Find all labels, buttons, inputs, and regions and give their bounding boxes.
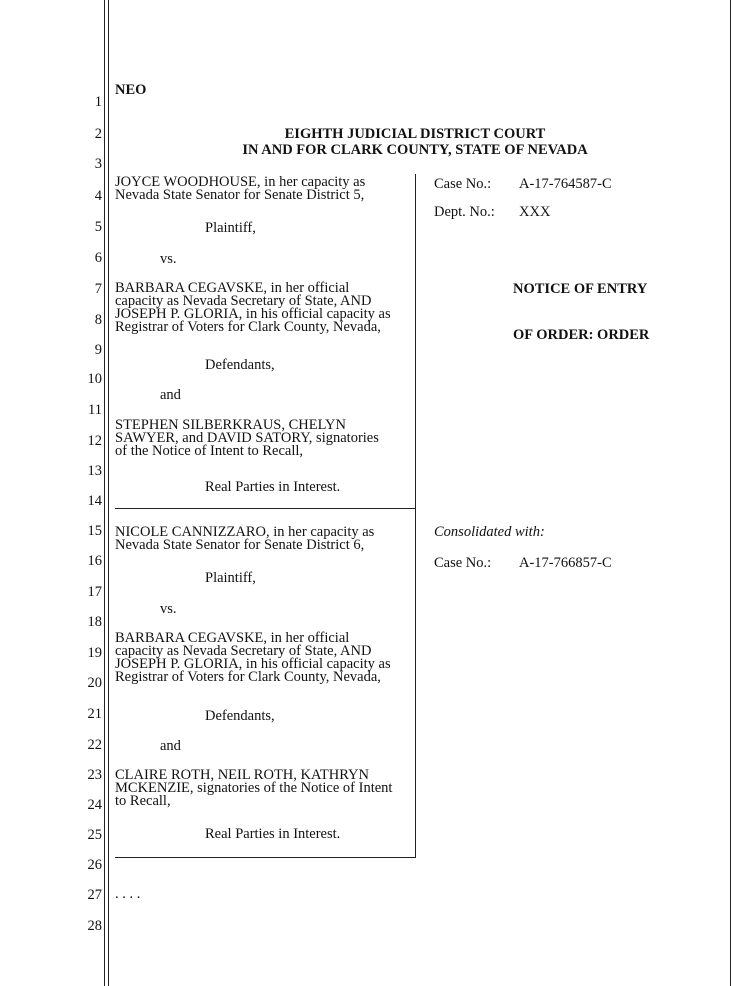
text-line: JOSEPH P. GLORIA, in his official capacity as	[115, 306, 391, 322]
case2-vs: vs.	[160, 601, 177, 617]
line-number: 20	[87, 675, 102, 691]
text-line: BARBARA CEGAVSKE, in her official	[115, 630, 350, 646]
line-number: 28	[87, 918, 102, 934]
caption-separator-2	[115, 857, 416, 858]
case1-real-parties	[115, 419, 379, 458]
text-line: capacity as Nevada Secretary of State, AND	[115, 643, 372, 659]
case2-real-parties-label: Real Parties in Interest.	[205, 826, 341, 842]
text-line: Registrar of Voters for Clark County, Nevada,	[115, 669, 381, 685]
dept-no-label: Dept. No.:	[434, 204, 495, 220]
case1-real-parties-label: Real Parties in Interest.	[205, 479, 341, 495]
case2-defendants	[115, 632, 391, 684]
line-number: 3	[94, 156, 102, 172]
text-line: Nevada State Senator for Senate District 5,	[115, 187, 365, 203]
consolidated-label: Consolidated with:	[434, 524, 545, 540]
line-number: 10	[87, 371, 102, 387]
line-number: 5	[94, 219, 102, 235]
text-line: Registrar of Voters for Clark County, Nevada,	[115, 319, 381, 335]
line-number: 25	[87, 827, 102, 843]
text-line: capacity as Nevada Secretary of State, AND	[115, 293, 372, 309]
document-code: NEO	[115, 82, 147, 98]
notice-title-line1: NOTICE OF ENTRY	[513, 281, 648, 297]
case-no-label: Case No.:	[434, 176, 492, 192]
line-number: 11	[88, 402, 102, 418]
line-number: 26	[87, 857, 102, 873]
line-number: 24	[87, 797, 102, 813]
line-number: 7	[94, 281, 102, 297]
line-number: 2	[94, 126, 102, 142]
case2-plaintiff-name	[115, 526, 374, 552]
line-number: 19	[87, 645, 102, 661]
line-number: 4	[94, 188, 102, 204]
line-number: 27	[87, 887, 102, 903]
line-number: 23	[87, 767, 102, 783]
case-no2-label: Case No.:	[434, 555, 492, 571]
dept-no-value: XXX	[519, 204, 551, 220]
text-line: SAWYER, and DAVID SATORY, signatories	[115, 430, 379, 446]
case1-vs: vs.	[160, 251, 177, 267]
line-number: 18	[87, 614, 102, 630]
case2-plaintiff-label: Plaintiff,	[205, 570, 256, 586]
case1-and: and	[160, 387, 181, 403]
text-line: Nevada State Senator for Senate District 6,	[115, 537, 365, 553]
line-number: 8	[94, 312, 102, 328]
ellipsis: . . . .	[115, 886, 141, 902]
case1-plaintiff-label: Plaintiff,	[205, 220, 256, 236]
text-line: NICOLE CANNIZZARO, in her capacity as	[115, 524, 375, 540]
right-margin-line	[730, 0, 731, 986]
text-line: JOYCE WOODHOUSE, in her capacity as	[115, 174, 366, 190]
text-line: BARBARA CEGAVSKE, in her official	[115, 280, 350, 296]
left-margin-line-inner	[108, 0, 109, 986]
case-no-value: A-17-764587-C	[519, 176, 612, 192]
case1-plaintiff-name	[115, 176, 365, 202]
case2-and: and	[160, 738, 181, 754]
line-number: 21	[87, 706, 102, 722]
line-number: 22	[87, 737, 102, 753]
line-number: 14	[87, 493, 102, 509]
notice-title-line2: OF ORDER: ORDER	[513, 327, 650, 343]
line-number: 1	[94, 94, 102, 110]
text-line: STEPHEN SILBERKRAUS, CHELYN	[115, 417, 346, 433]
line-number: 17	[87, 584, 102, 600]
text-line: of the Notice of Intent to Recall,	[115, 443, 304, 459]
court-heading-line1: EIGHTH JUDICIAL DISTRICT COURT	[284, 126, 546, 142]
court-heading-line2: IN AND FOR CLARK COUNTY, STATE OF NEVADA	[242, 142, 588, 158]
caption-separator-1	[115, 508, 416, 509]
caption-divider	[415, 174, 416, 858]
text-line: JOSEPH P. GLORIA, in his official capacity as	[115, 656, 391, 672]
line-number: 15	[87, 523, 102, 539]
line-number: 9	[94, 342, 102, 358]
text-line: to Recall,	[115, 793, 171, 809]
case1-defendants-label: Defendants,	[205, 357, 275, 373]
line-number: 13	[87, 463, 102, 479]
case2-defendants-label: Defendants,	[205, 708, 275, 724]
case1-defendants	[115, 282, 391, 334]
text-line: MCKENZIE, signatories of the Notice of Intent	[115, 780, 393, 796]
line-number: 16	[87, 553, 102, 569]
left-margin-line-outer	[104, 0, 105, 986]
text-line: CLAIRE ROTH, NEIL ROTH, KATHRYN	[115, 767, 370, 783]
case-no2-value: A-17-766857-C	[519, 555, 612, 571]
line-number: 6	[94, 250, 102, 266]
case2-real-parties	[115, 769, 392, 808]
line-number: 12	[87, 433, 102, 449]
